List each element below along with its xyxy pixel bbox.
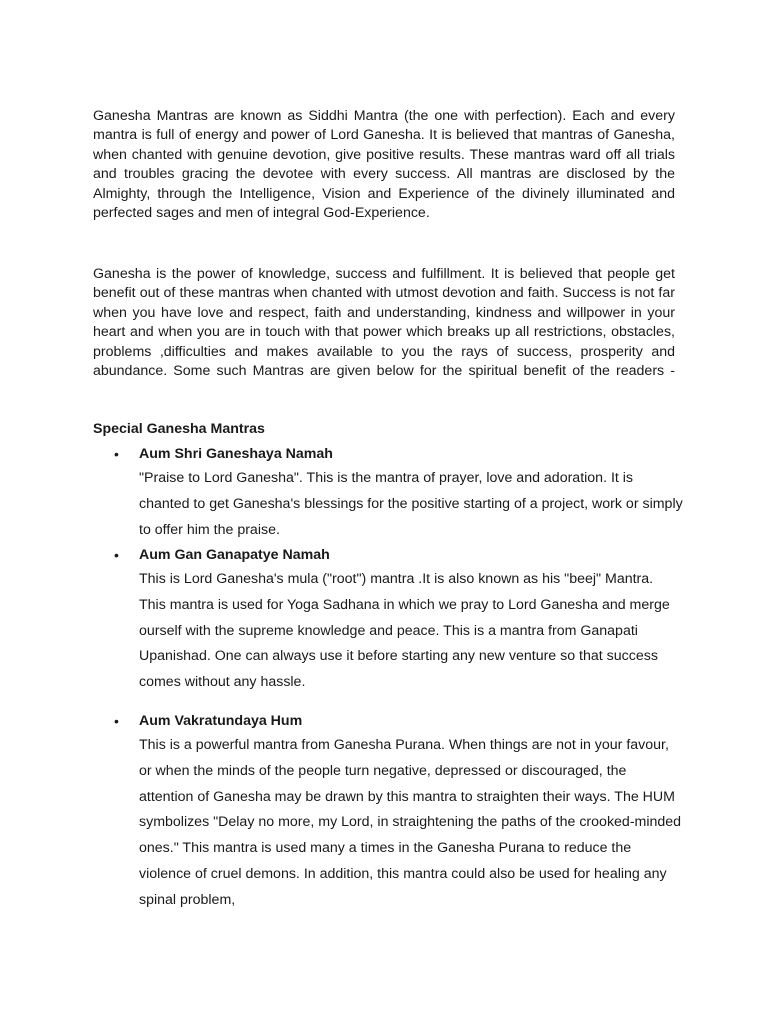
section-heading: Special Ganesha Mantras [93,421,265,437]
mantra-list [93,546,683,696]
mantra-list [93,445,683,543]
bullet-icon: • [114,547,119,563]
bullet-icon: • [114,446,119,462]
mantra-name: Aum Gan Ganapatye Namah [139,547,330,563]
mantra-description: This is a powerful mantra from Ganesha Purana. When things are not in your favour, or when the minds of the people turn negative, depressed or discouraged, the attention of Ganesha may be drawn by this mantra to straighten their ways. The HUM symbolizes "Delay no more, my Lord, in straightening the paths of the crooked-minded ones." This mantra is used many a times in the Ganesha Purana to reduce the violence of cruel demons. In addition, this mantra could also be used for healing any spinal problem, [139,737,682,908]
mantra-description: This is Lord Ganesha's mula ("root") mantra .It is also known as his "beej" Mantra. This mantra is used for Yoga Sadhana in which we pray to Lord Ganesha and merge ourself with the supreme knowledge and peace. This is a mantra from Ganapati Upanishad. One can always use it before starting any new venture so that success comes without any hassle. [139,571,670,691]
list-item [93,546,683,696]
mantra-list [93,712,683,914]
intro-paragraph-1: Ganesha Mantras are known as Siddhi Mantra (the one with perfection). Each and every mantra is full of energy and power of Lord Ganesha. It is believed that mantras of Ganesha, when chanted with genuine devotion, give positive results. These mantras ward off all trials and troubles gracing the devotee with every success. All mantras are disclosed by the Almighty, through the Intelligence, Vision and Experience of the divinely illuminated and perfected sages and men of integral God-Experience. [93,108,675,222]
mantra-name: Aum Vakratundaya Hum [139,713,303,729]
list-item [93,445,683,543]
list-item [93,712,683,914]
intro-paragraph-2: Ganesha is the power of knowledge, success and fulfillment. It is believed that people get benefit out of these mantras when chanted with utmost devotion and faith. Success is not far when you have love and respect, faith and understanding, kindness and willpower in your heart and when you are in touch with that power which breaks up all restrictions, obstacles, problems ,difficulties and makes available to you the rays of success, prosperity and abundance. Some such Mantras are given below for the spiritual benefit of the readers - [93,266,675,380]
mantra-name: Aum Shri Ganeshaya Namah [139,446,333,462]
mantra-description: "Praise to Lord Ganesha". This is the mantra of prayer, love and adoration. It is chanted to get Ganesha's blessings for the positive starting of a project, work or simply to offer him the praise. [139,470,683,538]
bullet-icon: • [114,713,119,729]
